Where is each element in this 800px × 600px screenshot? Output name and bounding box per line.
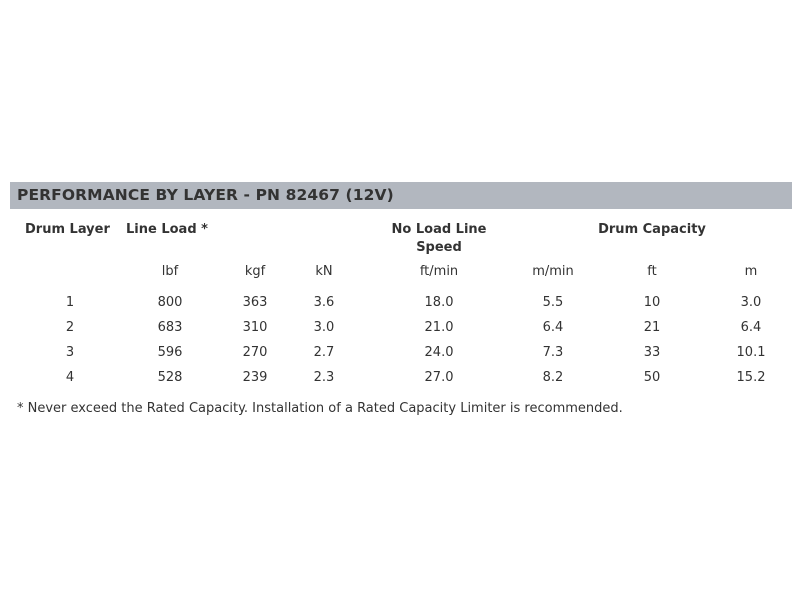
table-cell: 3 — [65, 345, 75, 360]
unit-ft: ft — [647, 264, 657, 279]
table-cell: 8.2 — [542, 370, 564, 385]
table-cell: 2 — [65, 320, 75, 335]
header-drum-layer: Drum Layer — [25, 222, 110, 237]
header-drum-capacity: Drum Capacity — [598, 222, 706, 237]
table-cell: 310 — [242, 320, 268, 335]
table-cell: 239 — [242, 370, 268, 385]
table-cell: 2.7 — [313, 345, 335, 360]
table-cell: 18.0 — [424, 295, 454, 310]
table-cell: 24.0 — [424, 345, 454, 360]
table-cell: 3.6 — [313, 295, 335, 310]
table-cell: 270 — [242, 345, 268, 360]
table-cell: 10 — [643, 295, 661, 310]
table-cell: 2.3 — [313, 370, 335, 385]
table-title: PERFORMANCE BY LAYER - PN 82467 (12V) — [17, 186, 394, 204]
unit-kn: kN — [315, 264, 333, 279]
footnote: * Never exceed the Rated Capacity. Installation of a Rated Capacity Limiter is recommended. — [17, 401, 623, 416]
table-cell: 5.5 — [542, 295, 564, 310]
table-cell: 6.4 — [542, 320, 564, 335]
table-cell: 363 — [242, 295, 268, 310]
table-cell: 33 — [643, 345, 661, 360]
table-cell: 800 — [157, 295, 183, 310]
table-cell: 3.0 — [313, 320, 335, 335]
table-cell: 21 — [643, 320, 661, 335]
table-cell: 528 — [157, 370, 183, 385]
unit-m-min: m/min — [532, 264, 574, 279]
unit-lbf: lbf — [161, 264, 179, 279]
unit-kgf: kgf — [244, 264, 266, 279]
header-no-load-line-speed-line1: No Load Line — [391, 222, 487, 237]
table-cell: 50 — [643, 370, 661, 385]
table-cell: 27.0 — [424, 370, 454, 385]
table-cell: 3.0 — [740, 295, 762, 310]
table-cell: 683 — [157, 320, 183, 335]
table-cell: 4 — [65, 370, 75, 385]
table-title-bar — [10, 182, 792, 209]
unit-m: m — [744, 264, 758, 279]
table-cell: 7.3 — [542, 345, 564, 360]
table-cell: 6.4 — [740, 320, 762, 335]
unit-ft-min: ft/min — [419, 264, 459, 279]
table-cell: 1 — [65, 295, 75, 310]
header-no-load-line-speed-line2: Speed — [416, 240, 462, 255]
table-cell: 10.1 — [736, 345, 766, 360]
table-cell: 21.0 — [424, 320, 454, 335]
table-cell: 596 — [157, 345, 183, 360]
table-cell: 15.2 — [736, 370, 766, 385]
header-line-load: Line Load * — [126, 222, 208, 237]
